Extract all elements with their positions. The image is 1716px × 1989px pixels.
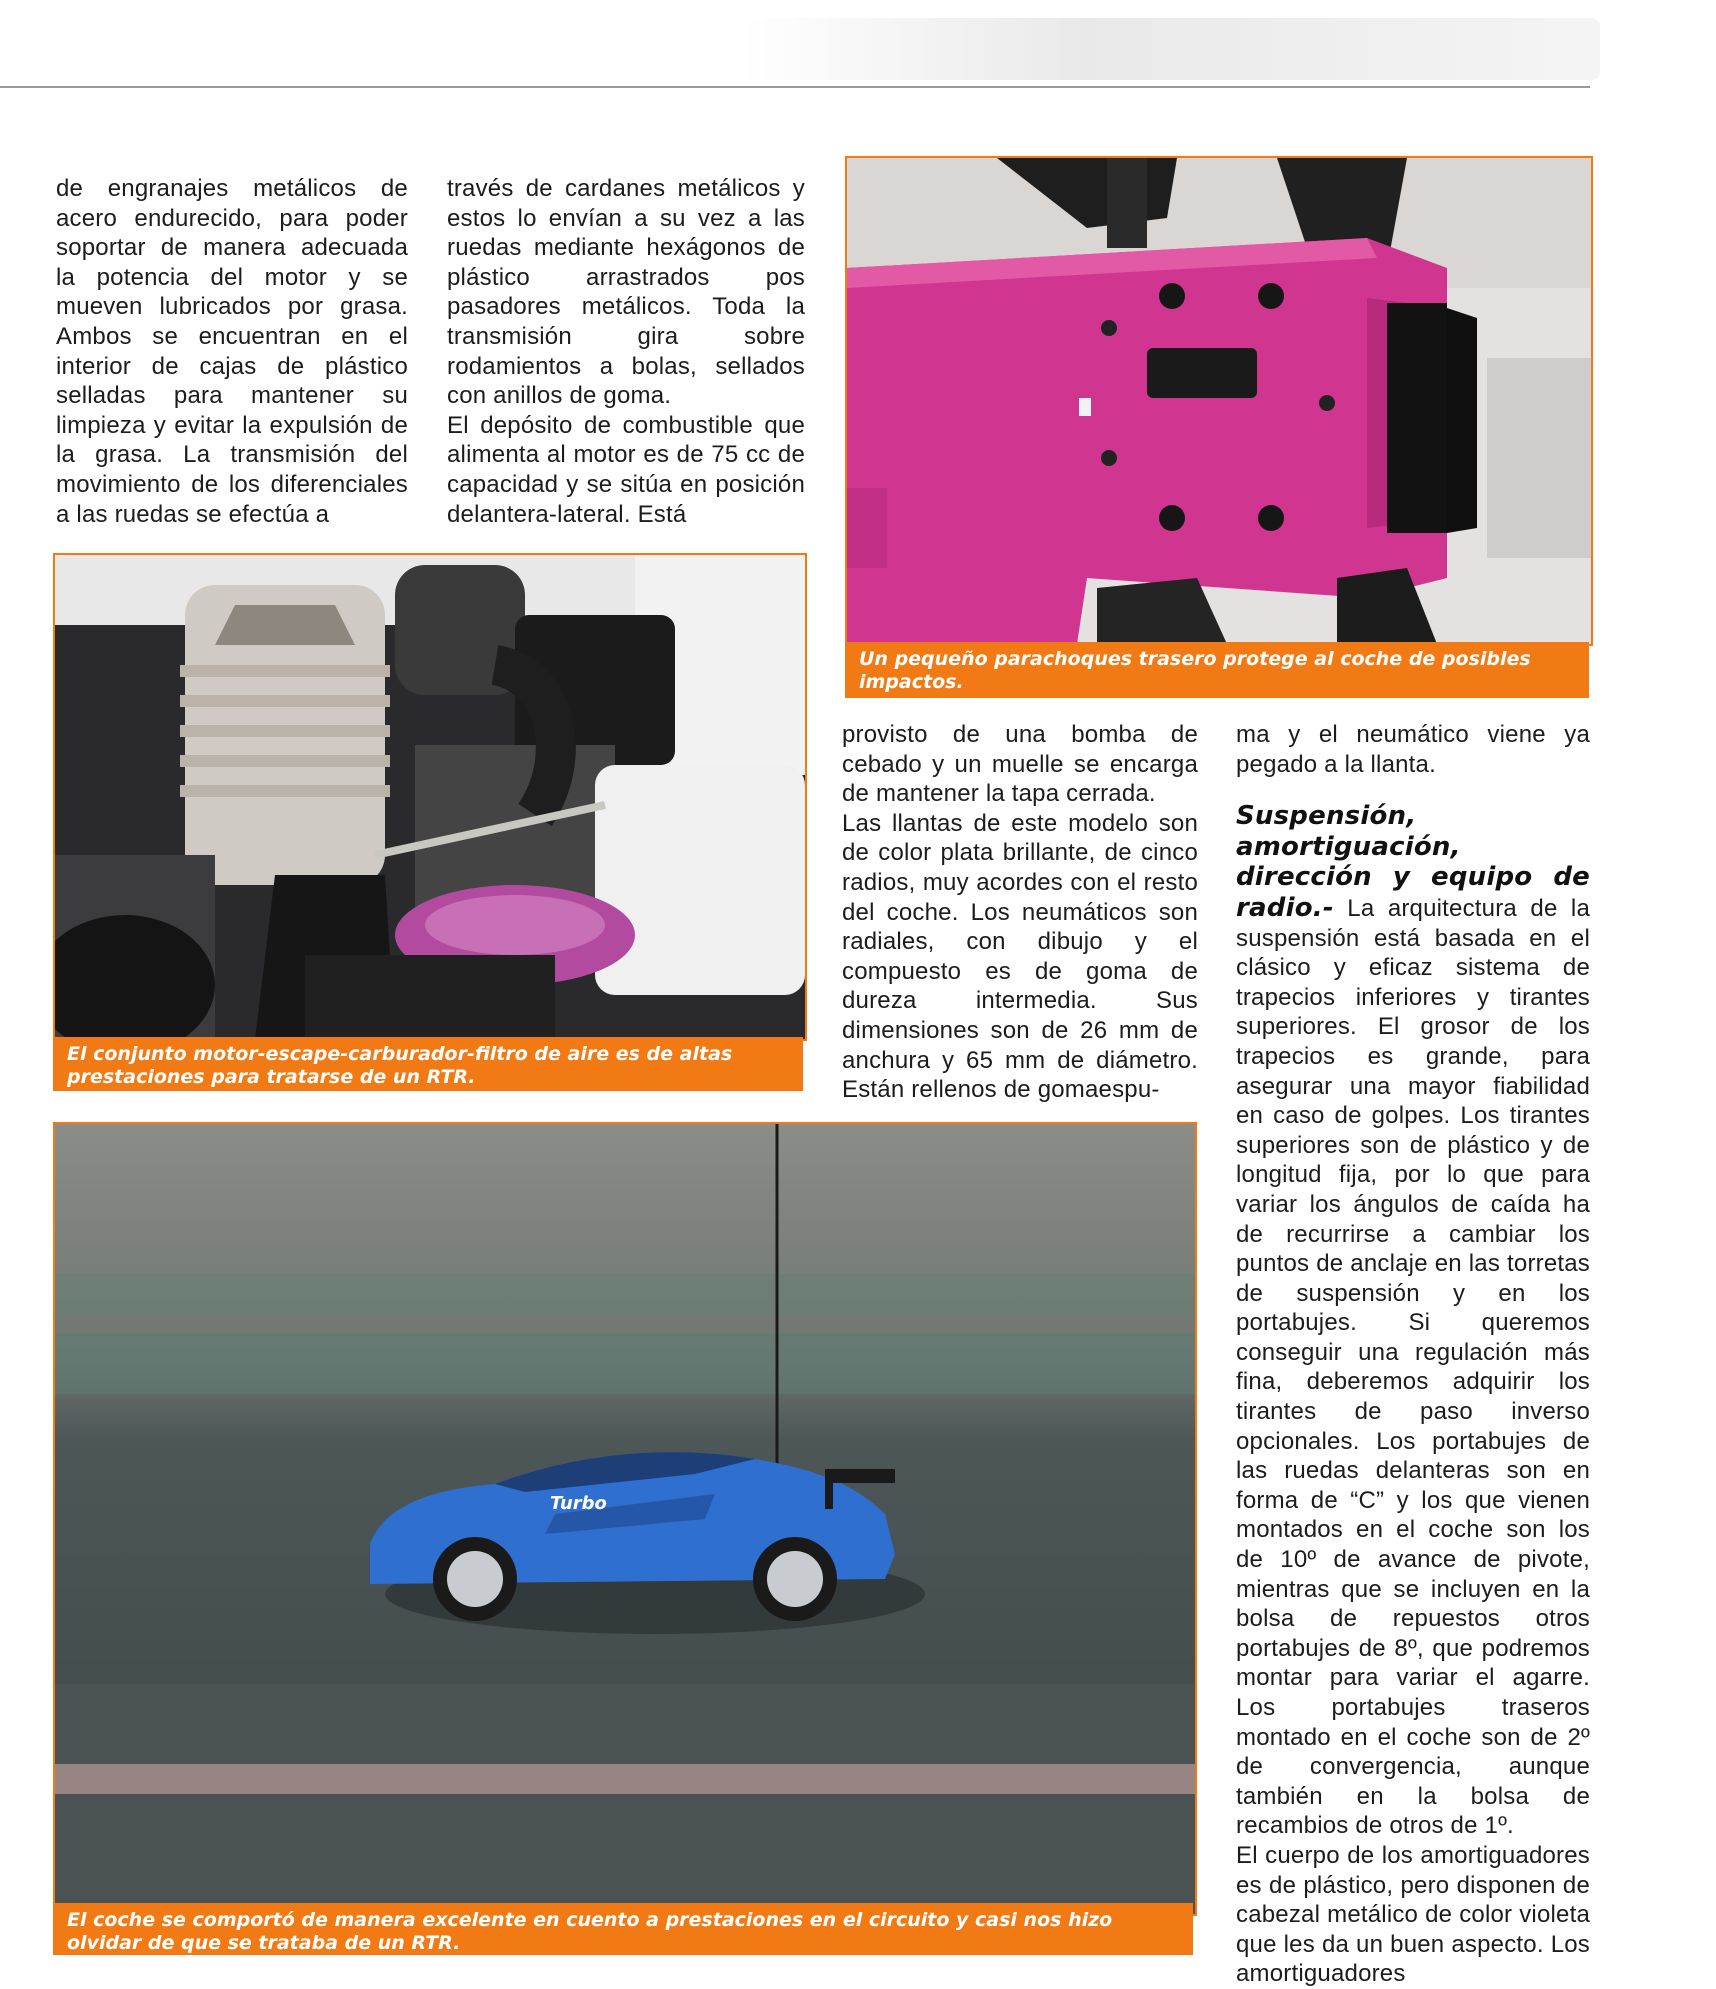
column-3-text <box>842 720 1198 1105</box>
column-4-text <box>1236 720 1590 1989</box>
caption-bumper: Un pequeño parachoques trasero protege al coche de posibles impactos. <box>845 642 1589 698</box>
section-paragraph <box>1236 801 1590 1841</box>
paragraph: través de cardanes metálicos y estos lo envían a su vez a las ruedas mediante hexágonos de plástico arrastrados pos pasadores metálicos. Toda la transmisión gira sobre rodamientos a bolas, sellados con anillos de goma. <box>447 175 805 410</box>
column-1-text <box>56 174 408 529</box>
engine-photo <box>53 553 807 1041</box>
column-2-text <box>447 174 805 529</box>
car-track-photo <box>53 1122 1197 1916</box>
caption-car: El coche se comportó de manera excelente en cuento a prestaciones en el circuito y casi nos hizo olvidar de que se trataba de un RTR. <box>53 1903 1193 1955</box>
car-livery-text: Turbo <box>550 1493 607 1514</box>
caption-engine: El conjunto motor-escape-carburador-filtro de aire es de altas prestaciones para tratarse de un RTR. <box>53 1037 803 1091</box>
header-rule <box>0 86 1590 88</box>
paragraph: El depósito de combustible que alimenta al motor es de 75 cc de capacidad y se sitúa en posición delantera-lateral. Está <box>447 411 805 528</box>
paragraph: ma y el neumático viene ya pegado a la llanta. <box>1236 721 1590 778</box>
section-heading: Suspensión, amortiguación, dirección y equipo de radio.- <box>1236 801 1590 923</box>
bumper-photo <box>845 156 1593 646</box>
paragraph: El cuerpo de los amortiguadores es de plástico, pero disponen de cabezal metálico de color violeta que les da un buen aspecto. Los amortiguadores <box>1236 1841 1590 1988</box>
paragraph: provisto de una bomba de cebado y un muelle se encarga de mantener la tapa cerrada. <box>842 721 1198 808</box>
paragraph: de engranajes metálicos de acero endurecido, para poder soportar de manera adecuada la potencia del motor y se mueven lubricados por grasa. Ambos se encuentran en el interior de cajas de plástico selladas para mantener su limpieza y evitar la expulsión de la grasa. La transmisión del movimiento de los diferenciales a las ruedas se efectúa a <box>56 175 408 528</box>
paragraph: Las llantas de este modelo son de color plata brillante, de cinco radios, muy acordes con el resto del coche. Los neumáticos son radiales, con dibujo y el compuesto es de goma de dureza intermedia. Sus dimensiones son de 26 mm de anchura y 65 mm de diámetro. Están rellenos de gomaespu- <box>842 809 1198 1104</box>
faded-page-header <box>740 18 1600 80</box>
section-body: La arquitectura de la suspensión está basada en el clásico y eficaz sistema de trapecios inferiores y tirantes superiores. El grosor de los trapecios es grande, para asegurar una mayor fiabilidad en caso de golpes. Los tirantes superiores son de plástico y de longitud fija, por lo que para variar los ángulos de caída ha de recurrirse a cambiar los puntos de anclaje en las torretas de suspensión y en los portabujes. Si queremos conseguir una regulación más fina, deberemos adquirir los tirantes de paso inverso opcionales. Los portabujes de las ruedas delanteras son en forma de “C” y los que vienen montados en el coche son los de 10º de avance de pivote, mientras que se incluyen en la bolsa de repuestos otros portabujes de 8º, que podremos montar para variar el agarre. Los portabujes traseros montado en el coche son de 2º de convergencia, aunque también en la bolsa de recambios de otros de 1º. <box>1236 894 1591 1840</box>
